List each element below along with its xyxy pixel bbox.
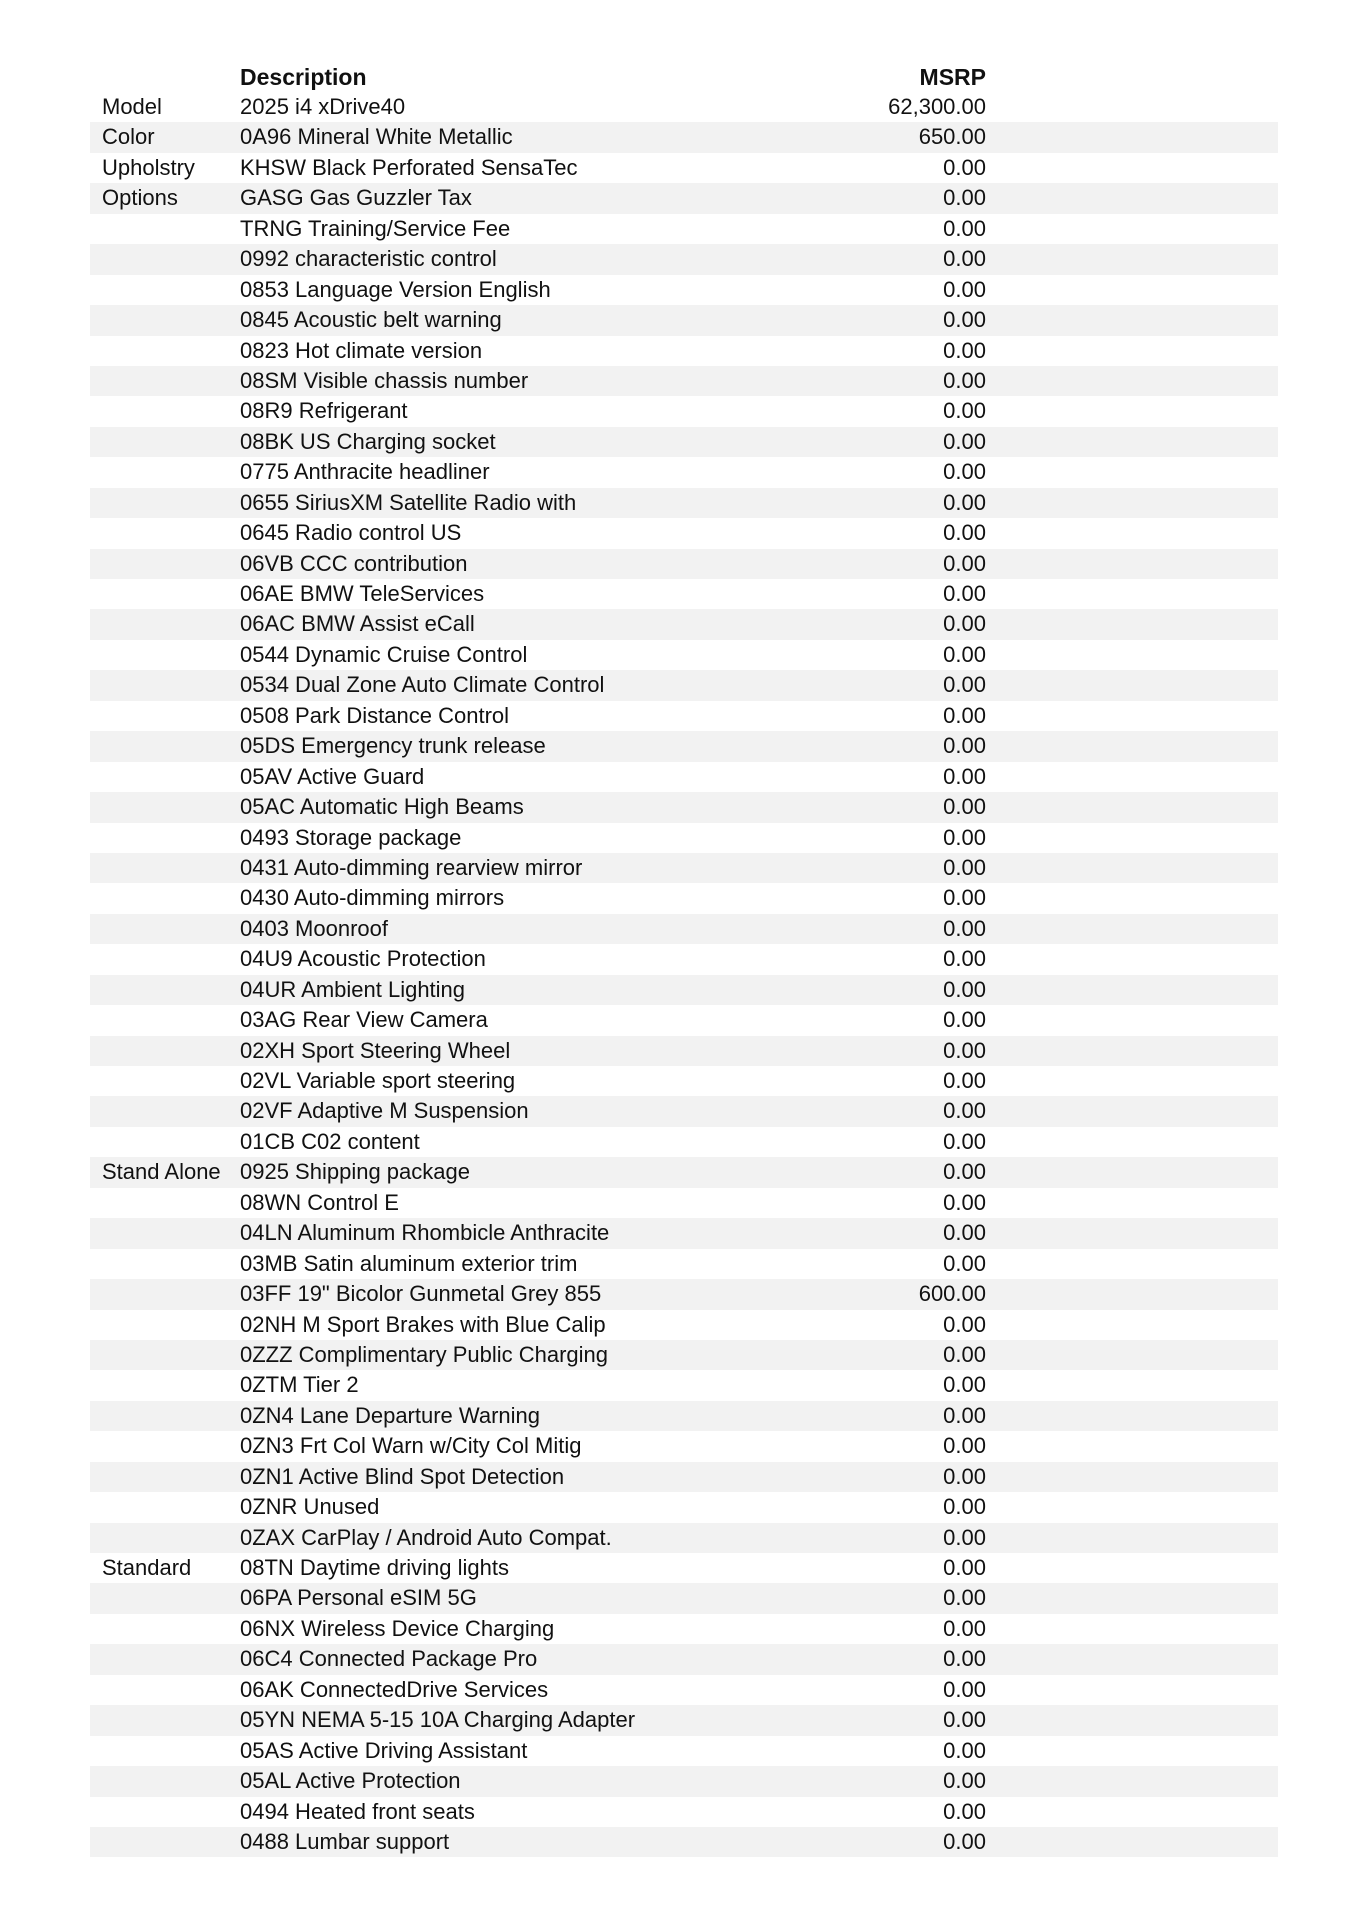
row-category: Color <box>102 124 155 150</box>
row-description: 04U9 Acoustic Protection <box>240 946 486 972</box>
row-description: 0ZAX CarPlay / Android Auto Compat. <box>240 1524 612 1550</box>
table-row <box>90 609 1278 639</box>
row-description: 08WN Control E <box>240 1189 399 1215</box>
row-msrp: 0.00 <box>943 946 986 972</box>
row-description: 06AC BMW Assist eCall <box>240 611 475 637</box>
table-row <box>90 1705 1278 1735</box>
row-msrp: 0.00 <box>943 1007 986 1033</box>
row-msrp: 0.00 <box>943 611 986 637</box>
row-description: 05YN NEMA 5-15 10A Charging Adapter <box>240 1707 636 1733</box>
row-msrp: 0.00 <box>943 915 986 941</box>
row-msrp: 600.00 <box>918 1281 986 1307</box>
row-description: 2025 i4 xDrive40 <box>240 94 406 119</box>
table-row <box>90 944 1278 974</box>
row-description: 08R9 Refrigerant <box>240 398 408 424</box>
row-msrp: 0.00 <box>943 672 986 698</box>
table-row <box>90 1675 1278 1705</box>
row-description: 0403 Moonroof <box>240 915 388 941</box>
row-description: 05AL Active Protection <box>240 1768 461 1794</box>
table-row <box>90 670 1278 700</box>
row-description: 0ZN3 Frt Col Warn w/City Col Mitig <box>240 1433 582 1459</box>
table-row <box>90 579 1278 609</box>
table-row <box>90 1462 1278 1492</box>
row-description: 06PA Personal eSIM 5G <box>240 1585 477 1611</box>
row-msrp: 0.00 <box>943 702 986 728</box>
row-msrp: 0.00 <box>943 581 986 606</box>
table-row <box>90 1492 1278 1522</box>
row-description: 0823 Hot climate version <box>240 337 483 363</box>
row-description: 02XH Sport Steering Wheel <box>240 1037 511 1063</box>
table-row <box>90 183 1278 213</box>
row-msrp: 0.00 <box>943 1433 986 1459</box>
table-row <box>90 1279 1278 1309</box>
row-description: 0845 Acoustic belt warning <box>240 307 502 333</box>
table-row <box>90 336 1278 366</box>
table-row <box>90 549 1278 579</box>
row-category: Options <box>102 185 178 211</box>
row-description: 0534 Dual Zone Auto Climate Control <box>240 672 605 698</box>
row-msrp: 0.00 <box>943 1828 986 1854</box>
row-msrp: 0.00 <box>943 276 986 302</box>
row-msrp: 0.00 <box>943 1250 986 1276</box>
row-description: KHSW Black Perforated SensaTec <box>240 154 578 180</box>
row-msrp: 0.00 <box>943 185 986 211</box>
row-msrp: 0.00 <box>943 1737 986 1763</box>
table-row <box>90 366 1278 396</box>
row-description: 0775 Anthracite headliner <box>240 459 490 485</box>
table-row <box>90 396 1278 426</box>
row-description: 0ZZZ Complimentary Public Charging <box>240 1341 609 1367</box>
row-description: 0655 SiriusXM Satellite Radio with <box>240 489 577 515</box>
row-msrp: 0.00 <box>943 1463 986 1489</box>
table-row <box>90 457 1278 487</box>
table-row <box>90 1096 1278 1126</box>
row-msrp: 0.00 <box>943 489 986 515</box>
row-description: 03AG Rear View Camera <box>240 1007 488 1033</box>
row-msrp: 0.00 <box>943 733 986 759</box>
table-row <box>90 762 1278 792</box>
table-row <box>90 1370 1278 1400</box>
row-msrp: 0.00 <box>943 1068 986 1093</box>
row-description: 02VL Variable sport steering <box>240 1068 516 1093</box>
table-row <box>90 914 1278 944</box>
row-msrp: 0.00 <box>943 1311 986 1337</box>
row-description: 05AS Active Driving Assistant <box>240 1737 528 1763</box>
row-msrp: 0.00 <box>943 1220 986 1246</box>
table-row <box>90 640 1278 670</box>
row-description: 04LN Aluminum Rhombicle Anthracite <box>240 1220 610 1246</box>
row-description: 0430 Auto-dimming mirrors <box>240 885 505 911</box>
table-row <box>90 1066 1278 1096</box>
row-msrp: 0.00 <box>943 307 986 333</box>
row-msrp: 0.00 <box>943 154 986 180</box>
table-row <box>90 488 1278 518</box>
row-description: 0A96 Mineral White Metallic <box>240 124 513 150</box>
row-msrp: 0.00 <box>943 428 986 454</box>
row-description: 08SM Visible chassis number <box>240 367 529 393</box>
table-row <box>90 1005 1278 1035</box>
table-row <box>90 1797 1278 1827</box>
row-msrp: 0.00 <box>943 794 986 820</box>
table-row <box>90 883 1278 913</box>
row-msrp: 0.00 <box>943 367 986 393</box>
table-row <box>90 1249 1278 1279</box>
row-msrp: 0.00 <box>943 1159 986 1185</box>
row-category: Standard <box>102 1555 192 1580</box>
row-description: 01CB C02 content <box>240 1128 420 1154</box>
table-row <box>90 701 1278 731</box>
row-msrp: 0.00 <box>943 854 986 880</box>
row-description: GASG Gas Guzzler Tax <box>240 185 472 211</box>
row-msrp: 0.00 <box>943 1646 986 1672</box>
row-description: 05AC Automatic High Beams <box>240 794 524 820</box>
row-msrp: 0.00 <box>943 1798 986 1824</box>
row-description: 06AK ConnectedDrive Services <box>240 1676 549 1702</box>
table-row <box>90 1036 1278 1066</box>
row-msrp: 0.00 <box>943 1128 986 1154</box>
row-description: 0ZN4 Lane Departure Warning <box>240 1402 541 1428</box>
row-msrp: 0.00 <box>943 550 986 576</box>
row-description: 02VF Adaptive M Suspension <box>240 1098 529 1124</box>
row-msrp: 0.00 <box>943 1768 986 1794</box>
row-description: 06AE BMW TeleServices <box>240 581 485 606</box>
row-msrp: 0.00 <box>943 1098 986 1124</box>
row-msrp: 0.00 <box>943 1494 986 1520</box>
row-msrp: 0.00 <box>943 763 986 789</box>
table-row <box>90 305 1278 335</box>
row-description: 0493 Storage package <box>240 824 462 850</box>
row-msrp: 0.00 <box>943 1402 986 1428</box>
row-description: 06NX Wireless Device Charging <box>240 1615 555 1641</box>
row-msrp: 0.00 <box>943 520 986 546</box>
table-row <box>90 1736 1278 1766</box>
row-description: 0992 characteristic control <box>240 246 497 272</box>
row-msrp: 0.00 <box>943 246 986 272</box>
row-description: 0431 Auto-dimming rearview mirror <box>240 854 583 880</box>
table-row <box>90 214 1278 244</box>
row-description: 0488 Lumbar support <box>240 1828 450 1854</box>
table-row <box>90 1340 1278 1370</box>
row-description: 03MB Satin aluminum exterior trim <box>240 1250 578 1276</box>
row-msrp: 0.00 <box>943 1585 986 1611</box>
table-row <box>90 1431 1278 1461</box>
row-category: Upholstry <box>102 154 195 180</box>
row-description: 0ZNR Unused <box>240 1494 380 1520</box>
table-row <box>90 518 1278 548</box>
table-row <box>90 153 1278 183</box>
table-row <box>90 1766 1278 1796</box>
row-category: Model <box>102 94 162 119</box>
row-msrp: 0.00 <box>943 885 986 911</box>
row-msrp: 650.00 <box>918 124 986 150</box>
table-row <box>90 1127 1278 1157</box>
table-row <box>90 1644 1278 1674</box>
row-msrp: 0.00 <box>943 1615 986 1641</box>
row-description: 06C4 Connected Package Pro <box>240 1646 538 1672</box>
table-row <box>90 1583 1278 1613</box>
table-row <box>90 1310 1278 1340</box>
row-msrp: 0.00 <box>943 215 986 241</box>
row-description: 08BK US Charging socket <box>240 428 496 454</box>
row-msrp: 62,300.00 <box>888 94 986 119</box>
row-msrp: 0.00 <box>943 1707 986 1733</box>
table-row <box>90 1157 1278 1187</box>
table-row <box>90 1523 1278 1553</box>
description-header: Description <box>240 64 367 90</box>
row-description: 0645 Radio control US <box>240 520 462 546</box>
table-row <box>90 1218 1278 1248</box>
row-description: 05AV Active Guard <box>240 763 425 789</box>
table-row <box>90 1401 1278 1431</box>
row-description: 02NH M Sport Brakes with Blue Calip <box>240 1311 606 1337</box>
table-row <box>90 1614 1278 1644</box>
row-description: 0925 Shipping package <box>240 1159 470 1185</box>
table-row <box>90 92 1278 122</box>
row-description: 03FF 19" Bicolor Gunmetal Grey 855 <box>240 1281 602 1307</box>
row-msrp: 0.00 <box>943 337 986 363</box>
row-msrp: 0.00 <box>943 459 986 485</box>
row-msrp: 0.00 <box>943 398 986 424</box>
row-msrp: 0.00 <box>943 1037 986 1063</box>
table-row <box>90 1553 1278 1583</box>
row-msrp: 0.00 <box>943 1341 986 1367</box>
table-row <box>90 1188 1278 1218</box>
msrp-header: MSRP <box>919 64 986 90</box>
row-msrp: 0.00 <box>943 1524 986 1550</box>
row-msrp: 0.00 <box>943 1676 986 1702</box>
table-row <box>90 853 1278 883</box>
row-msrp: 0.00 <box>943 976 986 1002</box>
row-description: TRNG Training/Service Fee <box>240 215 511 241</box>
row-category: Stand Alone <box>102 1159 221 1185</box>
table-row <box>90 975 1278 1005</box>
options-table <box>90 92 1278 1857</box>
table-row <box>90 122 1278 152</box>
table-row <box>90 731 1278 761</box>
table-row <box>90 427 1278 457</box>
row-description: 0ZN1 Active Blind Spot Detection <box>240 1463 565 1489</box>
row-description: 0544 Dynamic Cruise Control <box>240 641 528 667</box>
table-row <box>90 244 1278 274</box>
row-msrp: 0.00 <box>943 824 986 850</box>
row-description: 04UR Ambient Lighting <box>240 976 466 1002</box>
row-description: 0853 Language Version English <box>240 276 551 302</box>
row-description: 0494 Heated front seats <box>240 1798 475 1824</box>
row-description: 05DS Emergency trunk release <box>240 733 546 759</box>
table-row <box>90 275 1278 305</box>
table-row <box>90 823 1278 853</box>
table-row <box>90 1827 1278 1857</box>
row-msrp: 0.00 <box>943 641 986 667</box>
row-description: 0ZTM Tier 2 <box>240 1372 359 1398</box>
row-msrp: 0.00 <box>943 1189 986 1215</box>
row-description: 0508 Park Distance Control <box>240 702 510 728</box>
table-row <box>90 792 1278 822</box>
row-description: 08TN Daytime driving lights <box>240 1555 509 1580</box>
row-msrp: 0.00 <box>943 1555 986 1580</box>
row-msrp: 0.00 <box>943 1372 986 1398</box>
row-description: 06VB CCC contribution <box>240 550 468 576</box>
